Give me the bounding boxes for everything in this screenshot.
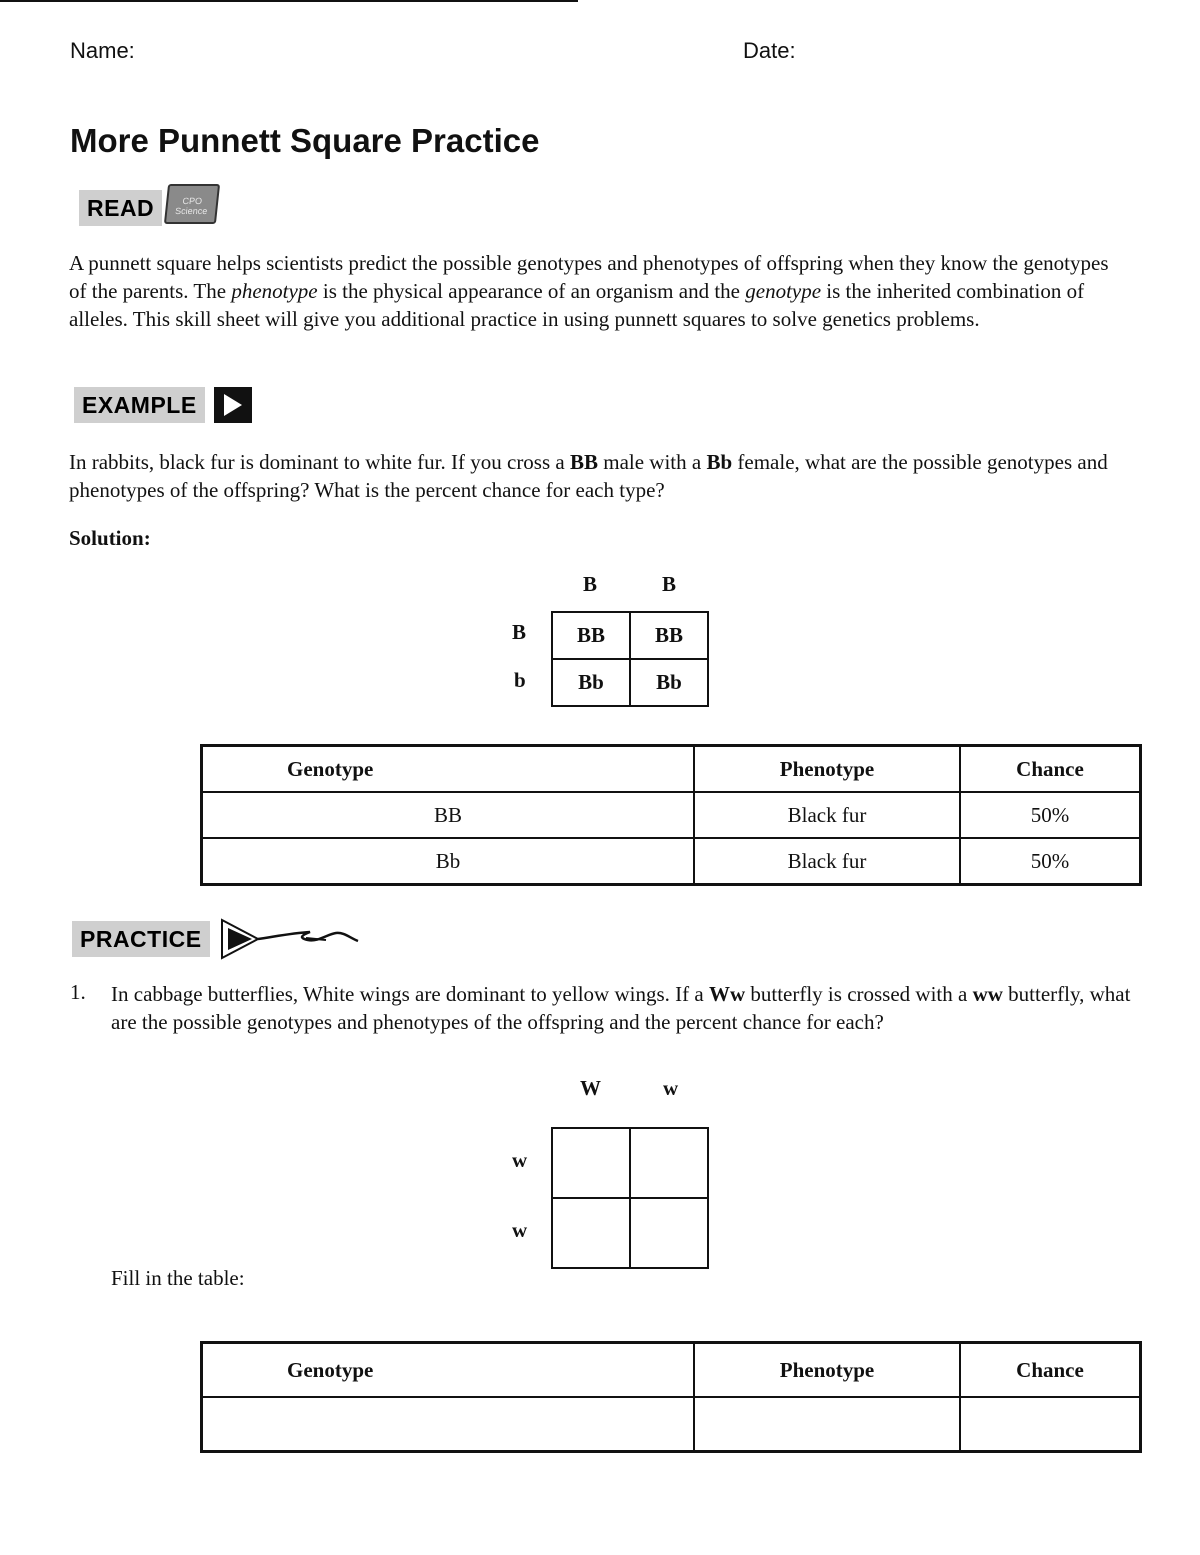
practice-text-1: In cabbage butterflies, White wings are dominant to yellow wings. If a bbox=[111, 982, 709, 1006]
punnett-input-cell[interactable] bbox=[552, 1198, 630, 1268]
practice-top-allele-1: W bbox=[580, 1076, 601, 1100]
male-genotype: BB bbox=[569, 450, 598, 474]
practice-top-allele-2: w bbox=[663, 1076, 679, 1100]
intro-text-1: A punnett square helps scientists predict the possible genotypes and phenotypes of offspring when they know the genotypes of the parents. The bbox=[69, 251, 1109, 303]
practice-question bbox=[111, 980, 1131, 1036]
example-text-3: female, what are the possible genotypes and phenotypes of the offspring? What is the percent chance for each type? bbox=[69, 450, 1108, 502]
punnett-cell: BB bbox=[552, 612, 630, 659]
col-header-phenotype: Phenotype bbox=[694, 1343, 960, 1398]
punnett-cell: Bb bbox=[630, 659, 708, 706]
phenotype-term: phenotype bbox=[231, 279, 318, 303]
intro-paragraph bbox=[69, 249, 1129, 333]
punnett-top-allele-2: B bbox=[662, 572, 677, 596]
practice-badge: PRACTICE bbox=[72, 921, 210, 957]
table-row bbox=[202, 1397, 1141, 1452]
fill-table-label: Fill in the table: bbox=[111, 1266, 245, 1290]
top-rule bbox=[0, 0, 578, 2]
intro-text-2: is the physical appearance of an organism and the bbox=[317, 279, 746, 303]
punnett-side-allele-1: B bbox=[512, 620, 527, 644]
parent-genotype-1: Ww bbox=[708, 982, 746, 1006]
punnett-input-cell[interactable] bbox=[630, 1128, 708, 1198]
example-text-2: male with a bbox=[598, 450, 707, 474]
example-text-1: In rabbits, black fur is dominant to white fur. If you cross a bbox=[69, 450, 570, 474]
book-icon bbox=[164, 184, 220, 224]
genotype-term: genotype bbox=[745, 279, 822, 303]
question-number: 1. bbox=[70, 980, 86, 1004]
phenotype-cell: Black fur bbox=[694, 838, 960, 885]
genotype-cell: Bb bbox=[202, 838, 695, 885]
practice-punnett-square bbox=[551, 1127, 709, 1269]
col-header-phenotype: Phenotype bbox=[694, 746, 960, 793]
col-header-chance: Chance bbox=[960, 1343, 1141, 1398]
practice-side-allele-2: w bbox=[512, 1218, 528, 1242]
table-row bbox=[202, 838, 1141, 885]
punnett-input-cell[interactable] bbox=[552, 1128, 630, 1198]
female-genotype: Bb bbox=[706, 450, 733, 474]
example-badge: EXAMPLE bbox=[74, 387, 205, 423]
example-results-table bbox=[200, 744, 1142, 886]
practice-text-2: butterfly is crossed with a bbox=[745, 982, 973, 1006]
genotype-cell: BB bbox=[202, 792, 695, 838]
practice-side-allele-1: w bbox=[512, 1148, 528, 1172]
date-label: Date: bbox=[743, 38, 796, 63]
solution-label: Solution: bbox=[69, 526, 151, 550]
punnett-cell: Bb bbox=[552, 659, 630, 706]
punnett-input-cell[interactable] bbox=[630, 1198, 708, 1268]
col-header-chance: Chance bbox=[960, 746, 1141, 793]
intro-text-3: is the inherited combination of alleles. This skill sheet will give you additional practice in using punnett squares to solve genetics problems. bbox=[69, 279, 1085, 331]
col-header-genotype: Genotype bbox=[202, 746, 695, 793]
genotype-input-cell[interactable] bbox=[202, 1397, 695, 1452]
parent-genotype-2: ww bbox=[972, 982, 1003, 1006]
punnett-cell: BB bbox=[630, 612, 708, 659]
phenotype-input-cell[interactable] bbox=[694, 1397, 960, 1452]
example-punnett-square bbox=[551, 611, 709, 707]
example-question bbox=[69, 448, 1129, 504]
punnett-top-allele-1: B bbox=[583, 572, 598, 596]
punnett-side-allele-2: b bbox=[514, 668, 526, 692]
book-label: CPO Science bbox=[174, 196, 208, 216]
name-label: Name: bbox=[70, 38, 135, 63]
chance-cell: 50% bbox=[960, 792, 1141, 838]
practice-results-table bbox=[200, 1341, 1142, 1453]
practice-pencil-arrow-icon bbox=[218, 916, 363, 962]
practice-text-3: butterfly, what are the possible genotypes and phenotypes of the offspring and the percent chance for each? bbox=[111, 982, 1131, 1034]
col-header-genotype: Genotype bbox=[202, 1343, 695, 1398]
read-badge: READ bbox=[79, 190, 162, 226]
page-title: More Punnett Square Practice bbox=[70, 122, 540, 159]
table-row bbox=[202, 792, 1141, 838]
play-triangle-icon bbox=[224, 394, 242, 416]
chance-cell: 50% bbox=[960, 838, 1141, 885]
phenotype-cell: Black fur bbox=[694, 792, 960, 838]
chance-input-cell[interactable] bbox=[960, 1397, 1141, 1452]
